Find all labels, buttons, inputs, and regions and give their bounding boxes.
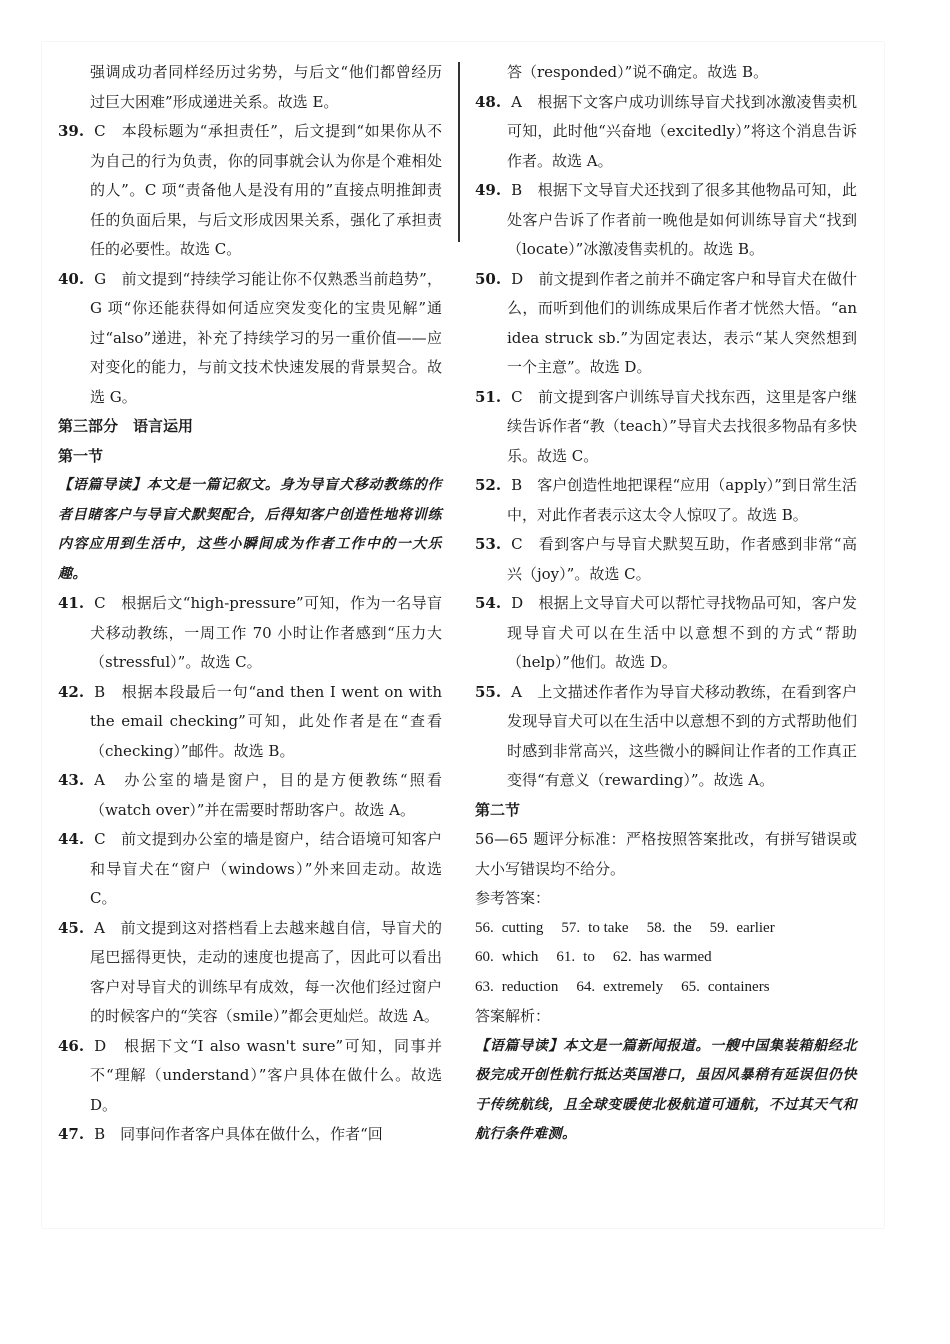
answer-word: to take [588,919,629,936]
guide-text: 本文是一篇新闻报道。一艘中国集装箱船经北极完成开创性航行抵达英国港口，虽因风暴稍有延误但仍快于传统航线，且全球变暖使北极航道可通航，不过其天气和航行条件难测。 [475,1037,858,1142]
answer-item [475,88,857,177]
item-number: 45. [58,918,85,937]
right-column [475,58,857,1150]
answer-number: 56. [475,919,494,936]
analysis-label: 答案解析： [475,1007,551,1025]
answer-item [475,176,857,265]
item-number: 54. [475,594,502,612]
item-text: A 上文描述作者作为导盲犬移动教练，在看到客户发现导盲犬可以在生活中以意想不到的方式帮助他们时感到非常高兴，这些微小的瞬间让作者的工作真正变得“有意义（rewarding）”。故选 A。 [507,682,857,789]
reading-guide [58,471,442,589]
answer-word: to [583,949,595,965]
reference-answers-label: 参考答案： [475,889,551,907]
item-text: B 同事问作者客户具体在做什么，作者“回 [94,1125,383,1143]
item-number: 51. [475,387,502,406]
answer-word: earlier [736,919,775,936]
section1-heading: 第一节 [58,446,104,465]
item-text: A 办公室的墙是窗户，目的是方便教练“照看（watch over）”并在需要时帮助客户。故选 A。 [90,771,442,819]
answer-number: 59. [709,919,729,936]
answer-item [58,825,442,914]
answer-number: 57. [561,919,581,936]
answer-item [58,678,442,767]
item-number: 40. [58,269,85,288]
item-text: D 前文提到作者之前并不确定客户和导盲犬在做什么，而听到他们的训练成果后作者才恍然大悟。“an idea struck sb.”为固定表达，表示“某人突然想到一个主意”。故选 D。 [507,269,857,376]
item-text: C 本段标题为“承担责任”，后文提到“如果你从不为自己的行为负责，你的同事就会认为你是个难相处的人”。C 项“责备他人是没有用的”直接点明推卸责任的负面后果，与后文形成因果关系，强化了承担责任的必要性。故选 C。 [90,122,442,258]
answer-number: 64. [576,978,596,995]
answer-item [58,117,442,265]
item-text: D 根据下文“I also wasn't sure”可知，同事并不“理解（understand）”客户具体在做什么。故选 D。 [90,1036,442,1114]
answer-item [475,58,857,88]
item-text: B 根据本段最后一句“and then I went on with the email checking”可知，此处作者是在“查看（checking）”邮件。故选 B。 [90,682,442,760]
reading-guide-2 [475,1032,857,1150]
item-number: 39. [58,122,85,140]
answer-item [58,1120,442,1150]
answer-word: extremely [603,978,664,995]
section2-heading: 第二节 [475,800,521,819]
answer-item [58,1032,442,1121]
item-text: C 看到客户与导盲犬默契互助，作者感到非常“高兴（joy）”。故选 C。 [507,535,857,583]
answer-key-line [475,914,857,944]
answer-item [58,58,442,117]
answer-item [475,530,857,589]
item-text: G 前文提到“持续学习能让你不仅熟悉当前趋势”，G 项“你还能获得如何适应突发变化的宝贵见解”通过“also”递进，补充了持续学习的另一重价值——应对变化的能力，与前文技术快速发展的背景契合。故选 G。 [90,269,442,406]
answer-item [58,589,442,678]
item-text: B 根据下文导盲犬还找到了很多其他物品可知，此处客户告诉了作者前一晚他是如何训练导盲犬“找到（locate）”冰激凌售卖机的。故选 B。 [507,181,857,258]
answer-number: 63. [475,978,494,995]
item-number: 55. [475,682,502,701]
guide-label: 【语篇导读】 [475,1037,564,1054]
answer-item [58,766,442,825]
item-text: B 客户创造性地把课程“应用（apply）”到日常生活中，对此作者表示这太令人惊叹了。故选 B。 [507,476,857,524]
answer-item [58,265,442,413]
answer-item [475,265,857,383]
answer-word: cutting [501,919,544,936]
scoring-criteria: 56—65 题评分标准：严格按照答案批改，有拼写错误或大小写错误均不给分。 [475,830,857,878]
answer-number: 65. [681,978,700,995]
item-text: 强调成功者同样经历过劣势，与后文“他们都曾经历过巨大困难”形成递进关系。故选 E。 [90,63,442,111]
answer-number: 60. [475,949,494,965]
item-number: 48. [475,92,502,111]
item-number: 42. [58,682,85,701]
guide-text: 本文是一篇记叙文。身为导盲犬移动教练的作者目睹客户与导盲犬默契配合，后得知客户创造性地将训练内容应用到生活中，这些小瞬间成为作者工作中的一大乐趣。 [58,477,443,582]
answer-item [475,678,857,796]
item-text: C 前文提到办公室的墙是窗户，结合语境可知客户和导盲犬在“窗户（windows）”外来回走动。故选 C。 [90,830,442,907]
item-number: 53. [475,535,502,553]
answer-word: which [501,949,539,965]
answer-item [58,914,442,1032]
item-number: 43. [58,771,85,789]
item-number: 50. [475,269,502,288]
item-text: C 前文提到客户训练导盲犬找东西，这里是客户继续告诉作者“教（teach）”导盲犬去找很多物品有多快乐。故选 C。 [507,387,857,465]
guide-label: 【语篇导读】 [58,477,147,493]
item-text: A 根据下文客户成功训练导盲犬找到冰激凌售卖机可知，此时他“兴奋地（excitedly）”将这个消息告诉作者。故选 A。 [507,92,857,170]
item-number: 41. [58,594,85,612]
answer-number: 58. [646,919,666,936]
item-number: 46. [58,1036,85,1055]
item-text: 答（responded）”说不确定。故选 B。 [507,63,769,81]
item-number: 49. [475,181,502,199]
item-number: 44. [58,830,85,848]
answer-key-line [475,943,857,973]
answer-word: containers [707,978,770,995]
answer-item [475,383,857,472]
answer-word: the [673,919,692,936]
item-text: D 根据上文导盲犬可以帮忙寻找物品可知，客户发现导盲犬可以在生活中以意想不到的方式“帮助（help）”他们。故选 D。 [507,594,857,671]
item-text: A 前文提到这对搭档看上去越来越自信，导盲犬的尾巴摇得更快，走动的速度也提高了，因此可以看出客户对导盲犬的训练早有成效，每一次他们经过窗户的时候客户的“笑容（smile）”都会更灿烂。故选 A。 [90,918,442,1025]
answer-item [475,471,857,530]
part3-heading: 第三部分 语言运用 [58,417,194,435]
answer-word: has warmed [639,949,712,965]
answer-word: reduction [501,978,559,995]
answer-key-line [475,973,857,1003]
answer-number: 61. [556,949,576,965]
item-number: 52. [475,476,502,494]
column-divider [458,62,460,242]
left-column [58,58,442,1150]
item-text: C 根据后文“high-pressure”可知，作为一名导盲犬移动教练，一周工作 70 小时让作者感到“压力大（stressful）”。故选 C。 [90,594,442,671]
answer-number: 62. [612,949,632,965]
answer-item [475,589,857,678]
item-number: 47. [58,1125,85,1143]
